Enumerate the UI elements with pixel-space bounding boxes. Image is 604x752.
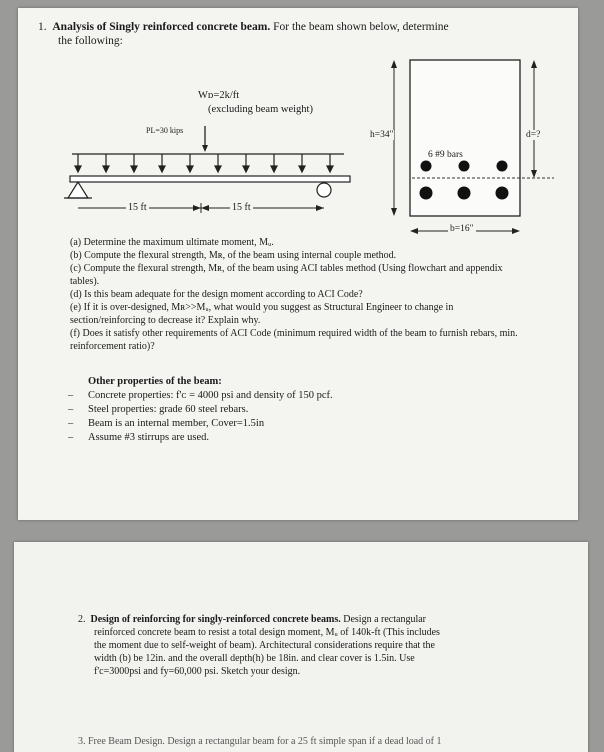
pin-support — [68, 182, 88, 198]
problem-1-title-rest: For the beam shown below, determine — [273, 21, 449, 33]
beam-diagram — [18, 8, 578, 238]
span-right-label: 15 ft — [232, 202, 251, 213]
problem-3-cut-text: 3. Free Beam Design. Design a rectangular beam for a 25 ft simple span if a dead load of 1 — [78, 736, 442, 747]
question-b: (b) Compute the flexural strength, Mʀ, of the beam using internal couple method. — [70, 250, 397, 261]
b-label: b=16" — [450, 224, 474, 234]
problem-1-title-bold: Analysis of Singly reinforced concrete beam. — [52, 21, 271, 33]
span-left-label: 15 ft — [128, 202, 147, 213]
point-load-label: PL=30 kips — [146, 126, 184, 135]
question-f: (f) Does it satisfy other requirements of ACI Code (minimum required width of the beam to furnish rebars, min. reinforcement ratio)? — [70, 328, 518, 352]
rebar — [458, 187, 471, 200]
question-e: (e) If it is over-designed, Mʀ>>Mᵤ, what would you suggest as Structural Engineer to change in section/reinforcing to decrease it? Explain why. — [70, 302, 454, 326]
problem-2-number: 2. — [78, 614, 86, 625]
property-bullet: – — [68, 432, 74, 443]
problem-2-line-3: width (b) be 12in. and the overall depth(h) be 18in. and clear cover is 1.5in. Use — [94, 653, 415, 664]
dead-load-label: Wᴅ=2k/ft — [198, 90, 240, 101]
properties-heading: Other properties of the beam: — [88, 376, 222, 387]
distributed-load-arrows — [75, 154, 333, 172]
property-steel: Steel properties: grade 60 steel rebars. — [88, 404, 249, 415]
problem-2-title — [78, 614, 426, 625]
problem-2-title-bold: Design of reinforcing for singly-reinforced concrete beams. — [90, 614, 341, 625]
property-cover: Beam is an internal member, Cover=1.5in — [88, 418, 265, 429]
question-d: (d) Is this beam adequate for the design moment according to ACI Code? — [70, 289, 363, 300]
rebar — [497, 161, 508, 172]
beam-member — [70, 176, 350, 182]
question-c: (c) Compute the flexural strength, Mʀ, of the beam using ACI tables method (Using flowchart and appendix tables). — [70, 263, 503, 287]
problem-2-line-1: reinforced concrete beam to resist a total design moment, Mᵤ of 140k-ft (This includes — [94, 627, 440, 638]
property-concrete: Concrete properties: f'ᴄ = 4000 psi and density of 150 pcf. — [88, 390, 333, 401]
d-label: d=? — [526, 130, 541, 140]
point-load-arrow — [202, 126, 208, 152]
rebar — [496, 187, 509, 200]
property-stirrups: Assume #3 stirrups are used. — [88, 432, 210, 443]
problem-1-title-line2: the following: — [58, 35, 123, 47]
problem-1-sheet — [18, 8, 578, 520]
roller-support — [317, 183, 331, 197]
problem-2-line-0: Design a rectangular — [343, 614, 426, 625]
rebar — [459, 161, 470, 172]
problem-2-sheet — [14, 542, 588, 752]
dead-load-note: (excluding beam weight) — [208, 104, 313, 115]
problem-1-number: 1. — [38, 21, 47, 33]
property-bullet: – — [68, 418, 74, 429]
rebar — [420, 187, 433, 200]
question-a: (a) Determine the maximum ultimate moment, Mᵤ. — [70, 237, 274, 248]
problem-2-line-4: f'c=3000psi and fy=60,000 psi. Sketch your design. — [94, 666, 301, 677]
property-bullet: – — [68, 390, 74, 401]
bars-label: 6 #9 bars — [428, 150, 463, 160]
property-bullet: – — [68, 404, 74, 415]
rebar — [421, 161, 432, 172]
problem-2-line-2: the moment due to self-weight of beam). Architectural considerations require that the — [94, 640, 435, 651]
h-label: h=34" — [370, 130, 394, 140]
